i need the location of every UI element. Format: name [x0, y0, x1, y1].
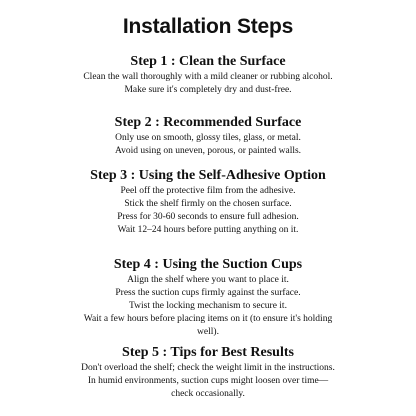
step-4-line-1: Align the shelf where you want to place it.: [127, 275, 289, 285]
step-3-section: [10, 167, 406, 237]
step-1-line-1: Clean the wall thoroughly with a mild cleaner or rubbing alcohol.: [83, 72, 333, 82]
step-2-line-2: Avoid using on uneven, porous, or painted walls.: [114, 146, 302, 156]
step-5-line-2: In humid environments, suction cups might loosen over time—: [87, 376, 329, 386]
step-5-line-3: check occasionally.: [171, 389, 245, 399]
step-3-heading: Step 3 : Using the Self-Adhesive Option: [90, 168, 326, 183]
step-5-heading: Step 5 : Tips for Best Results: [122, 345, 294, 360]
step-2-heading: Step 2 : Recommended Surface: [114, 115, 302, 130]
page-title: Installation Steps: [122, 15, 294, 38]
step-4-line-2: Press the suction cups firmly against the surface.: [115, 288, 301, 298]
step-2-line-1: Only use on smooth, glossy tiles, glass, or metal.: [115, 133, 301, 143]
step-4-line-5: well).: [197, 327, 219, 337]
step-1-line-2: Make sure it's completely dry and dust-free.: [124, 85, 292, 95]
step-5-section: [10, 344, 406, 401]
step-3-line-4: Wait 12–24 hours before putting anything on it.: [117, 225, 299, 235]
step-1-heading: Step 1 : Clean the Surface: [130, 54, 286, 69]
step-3-line-2: Stick the shelf firmly on the chosen surface.: [124, 199, 292, 209]
step-1-section: [10, 53, 406, 97]
step-4-heading: Step 4 : Using the Suction Cups: [113, 257, 303, 272]
step-4-line-3: Twist the locking mechanism to secure it.: [129, 301, 287, 311]
step-4-section: [10, 256, 406, 339]
step-2-section: [10, 114, 406, 158]
step-3-line-3: Press for 30-60 seconds to ensure full adhesion.: [117, 212, 299, 222]
step-5-line-1: Don't overload the shelf; check the weight limit in the instructions.: [81, 363, 335, 373]
step-4-line-4: Wait a few hours before placing items on it (to ensure it's holding: [83, 314, 333, 324]
step-3-line-1: Peel off the protective film from the adhesive.: [120, 186, 296, 196]
